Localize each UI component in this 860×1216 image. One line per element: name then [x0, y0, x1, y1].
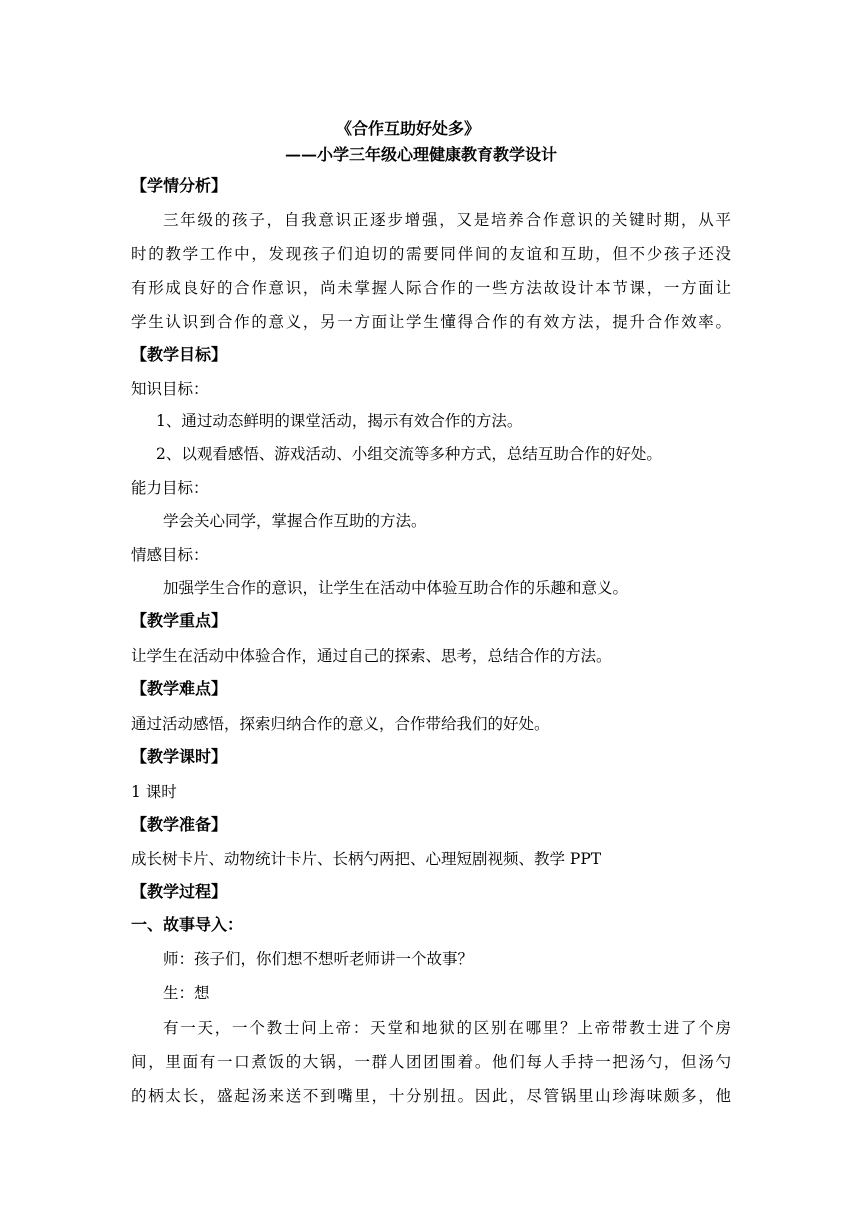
key-point-text: 让学生在活动中体验合作，通过自己的探索、思考，总结合作的方法。	[131, 647, 612, 665]
document-title: 《合作互助好处多》	[336, 119, 481, 138]
analysis-line-1: 三年级的孩子，自我意识正逐步增强，又是培养合作意识的关键时期，从平	[163, 211, 731, 229]
emotion-goal-text: 加强学生合作的意识，让学生在活动中体验互助合作的乐趣和意义。	[163, 579, 629, 597]
section-heading-prep: 【教学准备】	[131, 815, 228, 834]
analysis-line-3: 有形成良好的合作意识，尚未掌握人际合作的一些方法故设计本节课，一方面让	[131, 279, 731, 297]
ability-goal-label: 能力目标：	[131, 479, 209, 497]
emotion-goal-label: 情感目标：	[131, 546, 209, 564]
analysis-line-2: 时的教学工作中，发现孩子们迫切的需要同伴间的友谊和互助，但不少孩子还没	[131, 245, 731, 263]
section-heading-difficulty: 【教学难点】	[131, 679, 228, 698]
section-heading-goals: 【教学目标】	[131, 345, 228, 364]
prep-text: 成长树卡片、动物统计卡片、长柄勺两把、心理短剧视频、教学 PPT	[131, 850, 602, 868]
knowledge-goal-label: 知识目标：	[131, 380, 209, 398]
section-heading-analysis: 【学情分析】	[131, 176, 228, 195]
document-subtitle: ——小学三年级心理健康教育教学设计	[285, 145, 558, 164]
section-heading-hours: 【教学课时】	[131, 747, 228, 766]
section-heading-key-point: 【教学重点】	[131, 611, 228, 630]
knowledge-goal-item-1: 1、通过动态鲜明的课堂活动，揭示有效合作的方法。	[156, 412, 523, 430]
section-heading-process: 【教学过程】	[131, 882, 228, 901]
hours-text: 1 课时	[131, 783, 177, 801]
story-line-3: 的柄太长，盛起汤来送不到嘴里，十分别扭。因此，尽管锅里山珍海味颇多，他	[131, 1087, 731, 1105]
story-line-2: 间，里面有一口煮饭的大锅，一群人团团围着。他们每人手持一把汤勺，但汤勺	[131, 1053, 731, 1071]
teacher-dialogue-line: 师：孩子们，你们想不想听老师讲一个故事？	[163, 950, 474, 968]
difficulty-text: 通过活动感悟，探索归纳合作的意义，合作带给我们的好处。	[131, 715, 550, 733]
story-line-1: 有一天，一个教士问上帝：天堂和地狱的区别在哪里？上帝带教士进了个房	[163, 1019, 731, 1037]
ability-goal-text: 学会关心同学，掌握合作互助的方法。	[163, 512, 427, 530]
analysis-line-4: 学生认识到合作的意义，另一方面让学生懂得合作的有效方法，提升合作效率。	[131, 313, 731, 331]
student-dialogue-line: 生：想	[163, 984, 210, 1002]
knowledge-goal-item-2: 2、以观看感悟、游戏活动、小组交流等多种方式，总结互助合作的好处。	[156, 445, 662, 463]
process-step-1-heading: 一、故事导入：	[131, 915, 244, 934]
